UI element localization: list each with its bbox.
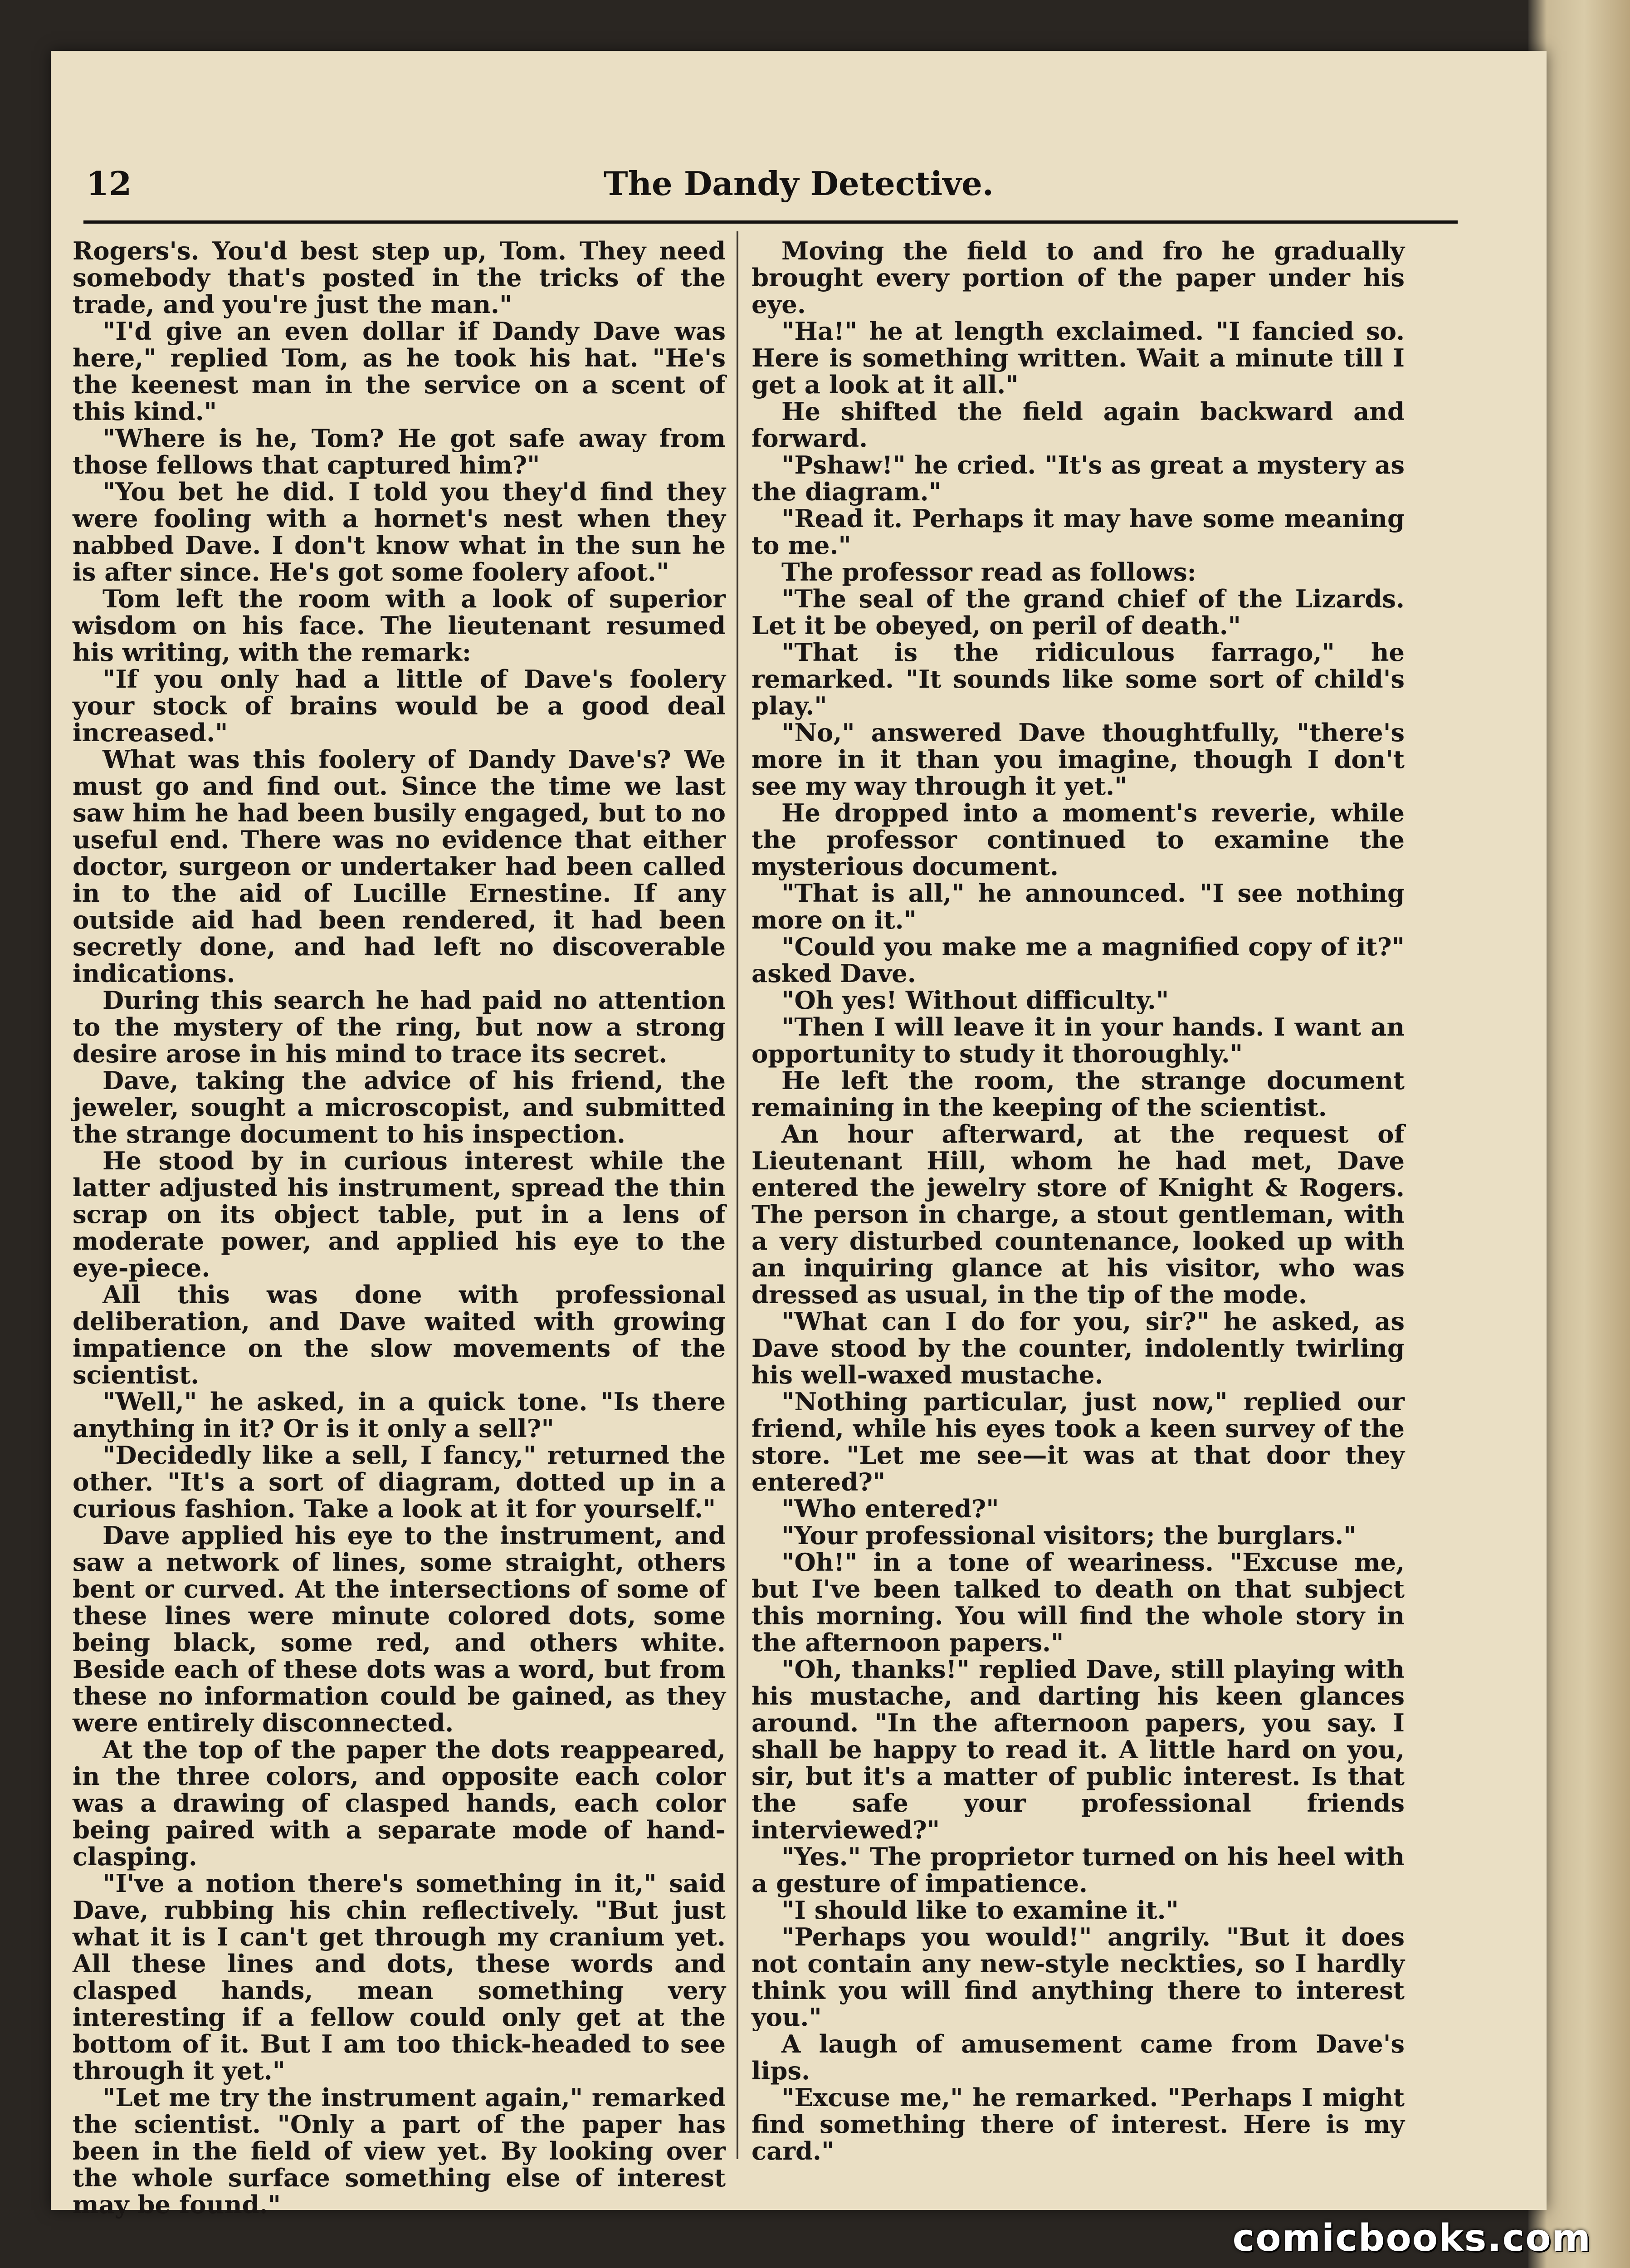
- paragraph: "No," answered Dave thoughtfully, "there's more in it than you imagine, though I don't see my way through it yet.": [752, 718, 1405, 801]
- paragraph: "Oh!" in a tone of weariness. "Excuse me, but I've been talked to death on that subject this morning. You will find the whole story in the afternoon papers.": [752, 1548, 1405, 1657]
- paragraph: "Decidedly like a sell, I fancy," returned the other. "It's a sort of diagram, dotted up in a curious fashion. Take a look at it for yourself.": [73, 1441, 726, 1523]
- magazine-page: [51, 51, 1547, 2219]
- paragraph: "Yes." The proprietor turned on his heel with a gesture of impatience.: [752, 1842, 1405, 1898]
- paragraph: Moving the field to and fro he gradually brought every portion of the paper under his eye.: [752, 236, 1405, 319]
- paragraph: He shifted the field again backward and forward.: [752, 397, 1405, 453]
- paragraph: "Well," he asked, in a quick tone. "Is there anything in it? Or is it only a sell?": [73, 1387, 726, 1443]
- right-column: [752, 238, 1405, 2165]
- paragraph: "Perhaps you would!" angrily. "But it does not contain any new-style neckties, so I hardly think you will find anything there to interest you.": [752, 1922, 1405, 2032]
- left-column: [73, 238, 726, 2218]
- paragraph: An hour afterward, at the request of Lieutenant Hill, whom he had met, Dave entered the jewelry store of Knight & Rogers. The person in charge, a stout gentleman, with a very disturbed countenance, looked up with an inquiring glance at his visitor, who was dressed as usual, in the tip of the mode.: [752, 1119, 1405, 1309]
- paragraph: "Oh, thanks!" replied Dave, still playing with his mustache, and darting his keen glances around. "In the afternoon papers, you say. I shall be happy to read it. A little hard on you, sir, but it's a matter of public interest. Is that the safe your professional friends interviewed?": [752, 1655, 1405, 1844]
- paragraph: Tom left the room with a look of superior wisdom on his face. The lieutenant resumed his writing, with the remark:: [73, 584, 726, 667]
- paragraph: "You bet he did. I told you they'd find they were fooling with a hornet's nest when they nabbed Dave. I don't know what in the sun he is after since. He's got some foolery afoot.": [73, 477, 726, 587]
- paragraph: "I'd give an even dollar if Dandy Dave was here," replied Tom, as he took his hat. "He's the keenest man in the service on a scent of this kind.": [73, 317, 726, 426]
- watermark: comicbooks.com: [1232, 2217, 1591, 2260]
- paragraph: "The seal of the grand chief of the Lizards. Let it be obeyed, on peril of death.": [752, 584, 1405, 640]
- paragraph: "Excuse me," he remarked. "Perhaps I might find something there of interest. Here is my card.": [752, 2083, 1405, 2165]
- paragraph: "Who entered?": [781, 1494, 999, 1523]
- paragraph: "Could you make me a magnified copy of it?" asked Dave.: [752, 932, 1405, 988]
- paragraph: He left the room, the strange document remaining in the keeping of the scientist.: [752, 1066, 1405, 1122]
- paragraph: "Your professional visitors; the burglars.": [781, 1521, 1357, 1550]
- paragraph: What was this foolery of Dandy Dave's? We must go and find out. Since the time we last saw him he had been busily engaged, but to no useful end. There was no evidence that either doctor, surgeon or undertaker had been called in to the aid of Lucille Ernestine. If any outside aid had been rendered, it had been secretly done, and had left no discoverable indications.: [73, 745, 726, 988]
- paragraph: "Ha!" he at length exclaimed. "I fancied so. Here is something written. Wait a minute till I get a look at it all.": [752, 317, 1405, 399]
- paragraph: Dave applied his eye to the instrument, and saw a network of lines, some straight, others bent or curved. At the intersections of some of these lines were minute colored dots, some being black, some red, and others white. Beside each of these dots was a word, but from these no information could be gained, as they were entirely disconnected.: [73, 1521, 726, 1737]
- page-number: 12: [86, 164, 132, 203]
- paragraph: "I've a notion there's something in it," said Dave, rubbing his chin reflectively. "But just what it is I can't get through my cranium yet. All these lines and dots, these words and clasped hands, mean something very interesting if a fellow could only get at the bottom of it. But I am too thick-headed to see through it yet.": [73, 1869, 726, 2085]
- paragraph: "Pshaw!" he cried. "It's as great a mystery as the diagram.": [752, 450, 1405, 506]
- paragraph: "Oh yes! Without difficulty.": [781, 986, 1169, 1015]
- paragraph: Dave, taking the advice of his friend, the jeweler, sought a microscopist, and submitted the strange document to his inspection.: [73, 1066, 726, 1149]
- paragraph: "Where is he, Tom? He got safe away from those fellows that captured him?": [73, 424, 726, 479]
- paragraph: "Let me try the instrument again," remarked the scientist. "Only a part of the paper has been in the field of view yet. By looking over the whole surface something else of interest may be found.": [73, 2083, 726, 2219]
- running-title: The Dandy Detective.: [604, 164, 994, 203]
- paragraph: A laugh of amusement came from Dave's lips.: [752, 2029, 1405, 2085]
- header-rule: [83, 220, 1458, 224]
- paragraph: The professor read as follows:: [781, 557, 1196, 587]
- paragraph: "Read it. Perhaps it may have some meaning to me.": [752, 504, 1405, 560]
- paragraph: He dropped into a moment's reverie, while the professor continued to examine the mysterious document.: [752, 798, 1405, 881]
- paragraph: "Nothing particular, just now," replied our friend, while his eyes took a keen survey of the store. "Let me see—it was at that door they entered?": [752, 1387, 1405, 1496]
- column-divider: [737, 231, 738, 2159]
- paragraph: "Then I will leave it in your hands. I want an opportunity to study it thoroughly.": [752, 1012, 1405, 1068]
- paragraph: "That is the ridiculous farrago," he remarked. "It sounds like some sort of child's play.": [752, 638, 1405, 720]
- paragraph: "I should like to examine it.": [781, 1896, 1179, 1925]
- paragraph: During this search he had paid no attention to the mystery of the ring, but now a strong desire arose in his mind to trace its secret.: [73, 986, 726, 1068]
- paragraph: Rogers's. You'd best step up, Tom. They need somebody that's posted in the tricks of the trade, and you're just the man.": [73, 236, 726, 319]
- paragraph: "That is all," he announced. "I see nothing more on it.": [752, 879, 1405, 934]
- paragraph: "What can I do for you, sir?" he asked, as Dave stood by the counter, indolently twirling his well-waxed mustache.: [752, 1307, 1405, 1389]
- paragraph: He stood by in curious interest while the latter adjusted his instrument, spread the thin scrap on its object table, put in a lens of moderate power, and applied his eye to the eye-piece.: [73, 1146, 726, 1282]
- paragraph: "If you only had a little of Dave's foolery your stock of brains would be a good deal increased.": [73, 665, 726, 747]
- paragraph: At the top of the paper the dots reappeared, in the three colors, and opposite each color was a drawing of clasped hands, each color being paired with a separate mode of hand-clasping.: [73, 1735, 726, 1871]
- paragraph: All this was done with professional deliberation, and Dave waited with growing impatience on the slow movements of the scientist.: [73, 1280, 726, 1389]
